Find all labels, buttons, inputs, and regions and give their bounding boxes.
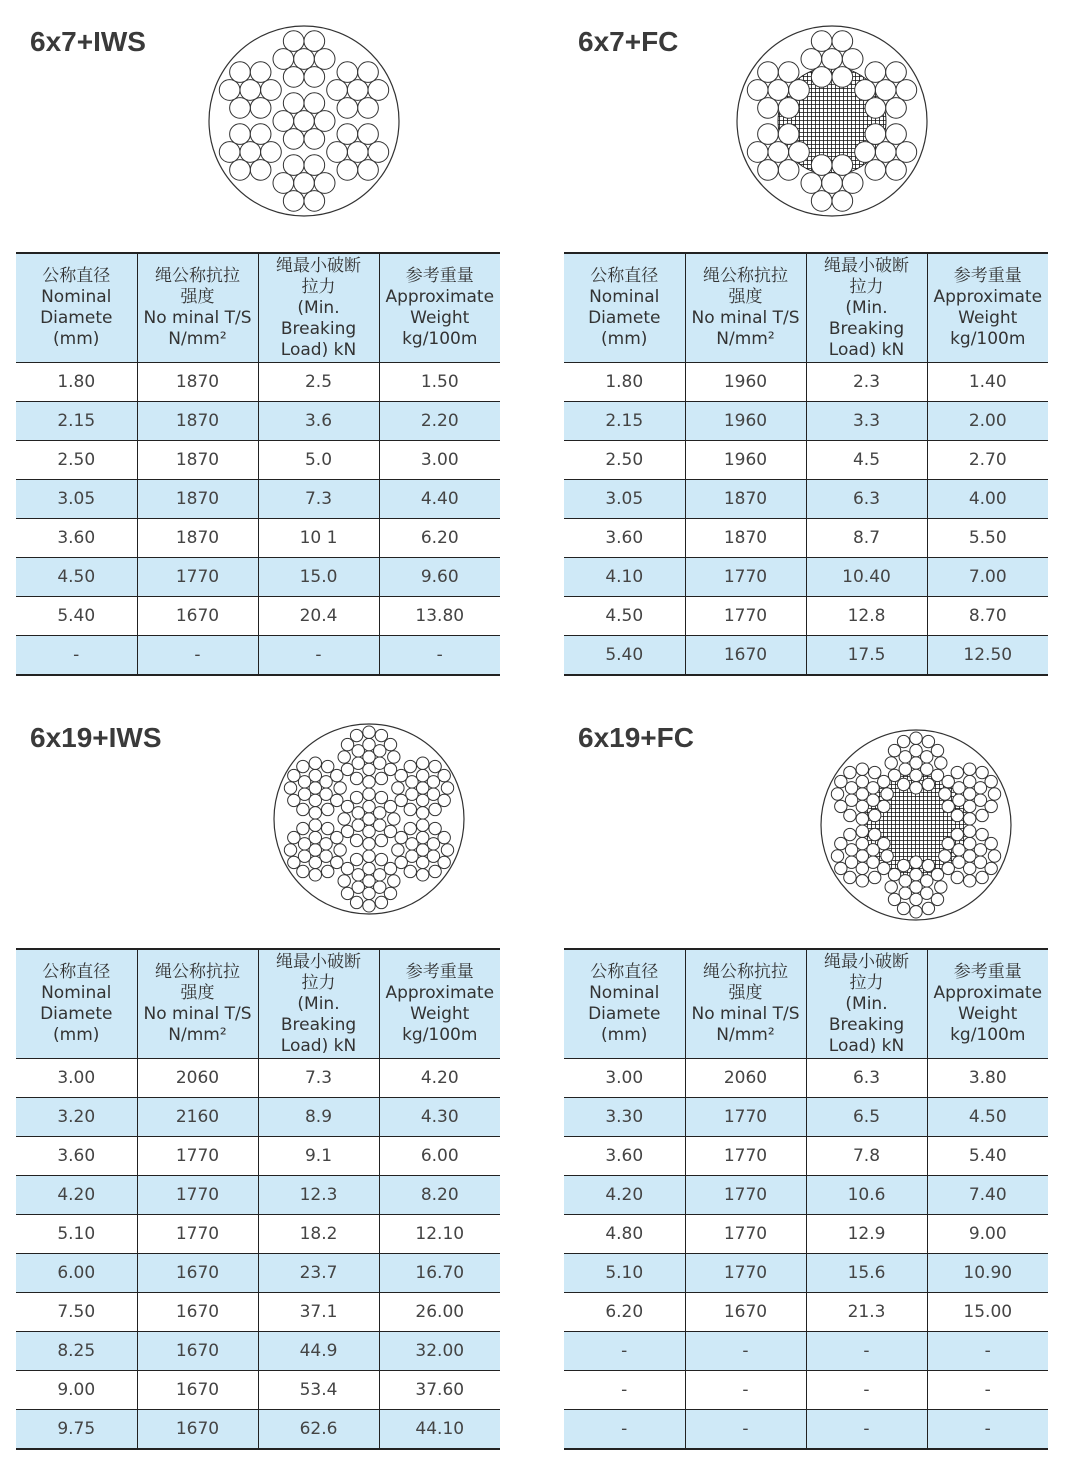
table-row bbox=[16, 1059, 500, 1098]
cell-nominal-diameter: 3.60 bbox=[564, 519, 685, 558]
cell-approx-weight: 2.20 bbox=[379, 402, 500, 441]
table-row bbox=[564, 1332, 1048, 1371]
table-row bbox=[564, 1059, 1048, 1098]
cell-approx-weight: 15.00 bbox=[927, 1293, 1048, 1332]
header-tensile-strength: 绳公称抗拉 强度 No minal T/S N/mm² bbox=[137, 253, 258, 363]
cell-breaking-load: 23.7 bbox=[258, 1254, 379, 1293]
cell-approx-weight: - bbox=[379, 636, 500, 676]
cell-approx-weight: 2.00 bbox=[927, 402, 1048, 441]
header-approx-weight: 参考重量 Approximate Weight kg/100m bbox=[379, 253, 500, 363]
cell-tensile-strength: 1770 bbox=[137, 1176, 258, 1215]
table-row bbox=[564, 519, 1048, 558]
cell-nominal-diameter: 5.40 bbox=[16, 597, 137, 636]
cell-tensile-strength: 1770 bbox=[685, 1215, 806, 1254]
cell-approx-weight: 7.40 bbox=[927, 1176, 1048, 1215]
section-title: 6x7+FC bbox=[578, 26, 679, 57]
cell-breaking-load: 2.3 bbox=[806, 363, 927, 402]
cell-breaking-load: 7.3 bbox=[258, 480, 379, 519]
rope-cross-section-6x19-fc bbox=[819, 728, 1013, 922]
spec-table-6x7-iws bbox=[16, 252, 500, 676]
cell-tensile-strength: - bbox=[685, 1371, 806, 1410]
cell-approx-weight: 44.10 bbox=[379, 1410, 500, 1450]
cell-breaking-load: 12.3 bbox=[258, 1176, 379, 1215]
table-row bbox=[16, 1098, 500, 1137]
cell-approx-weight: 32.00 bbox=[379, 1332, 500, 1371]
cell-approx-weight: 13.80 bbox=[379, 597, 500, 636]
table-row bbox=[564, 1410, 1048, 1450]
cell-breaking-load: 6.3 bbox=[806, 1059, 927, 1098]
cell-breaking-load: 3.6 bbox=[258, 402, 379, 441]
cell-nominal-diameter: 3.05 bbox=[16, 480, 137, 519]
panel-6x19-fc bbox=[564, 720, 1054, 1460]
cell-breaking-load: 17.5 bbox=[806, 636, 927, 676]
cell-approx-weight: - bbox=[927, 1410, 1048, 1450]
cell-breaking-load: 6.5 bbox=[806, 1098, 927, 1137]
cell-nominal-diameter: 4.80 bbox=[564, 1215, 685, 1254]
section-title: 6x7+IWS bbox=[30, 26, 146, 57]
cell-nominal-diameter: 5.10 bbox=[16, 1215, 137, 1254]
cell-nominal-diameter: 6.20 bbox=[564, 1293, 685, 1332]
cell-tensile-strength: - bbox=[685, 1332, 806, 1371]
cell-nominal-diameter: 3.00 bbox=[564, 1059, 685, 1098]
table-row bbox=[564, 636, 1048, 676]
cell-breaking-load: 10 1 bbox=[258, 519, 379, 558]
cell-tensile-strength: 2060 bbox=[685, 1059, 806, 1098]
cell-tensile-strength: 1670 bbox=[137, 1254, 258, 1293]
table-row bbox=[16, 1410, 500, 1450]
cell-tensile-strength: 1770 bbox=[137, 558, 258, 597]
table-row bbox=[564, 441, 1048, 480]
header-tensile-strength: 绳公称抗拉 强度 No minal T/S N/mm² bbox=[685, 253, 806, 363]
cell-nominal-diameter: 4.10 bbox=[564, 558, 685, 597]
cell-tensile-strength: 1770 bbox=[685, 597, 806, 636]
cell-approx-weight: 6.20 bbox=[379, 519, 500, 558]
table-row bbox=[564, 363, 1048, 402]
cell-approx-weight: 5.40 bbox=[927, 1137, 1048, 1176]
header-tensile-strength: 绳公称抗拉 强度 No minal T/S N/mm² bbox=[137, 949, 258, 1059]
cell-approx-weight: 7.00 bbox=[927, 558, 1048, 597]
table-row bbox=[16, 1293, 500, 1332]
table-row bbox=[16, 441, 500, 480]
cell-breaking-load: 9.1 bbox=[258, 1137, 379, 1176]
cell-breaking-load: - bbox=[806, 1410, 927, 1450]
cell-tensile-strength: 2160 bbox=[137, 1098, 258, 1137]
cell-approx-weight: 8.70 bbox=[927, 597, 1048, 636]
header-approx-weight: 参考重量 Approximate Weight kg/100m bbox=[927, 253, 1048, 363]
cell-breaking-load: 7.3 bbox=[258, 1059, 379, 1098]
cell-approx-weight: 9.60 bbox=[379, 558, 500, 597]
cell-nominal-diameter: - bbox=[564, 1332, 685, 1371]
cell-tensile-strength: 1870 bbox=[137, 480, 258, 519]
cell-tensile-strength: - bbox=[137, 636, 258, 676]
header-approx-weight: 参考重量 Approximate Weight kg/100m bbox=[379, 949, 500, 1059]
section-title: 6x19+FC bbox=[578, 722, 694, 753]
panel-6x7-iws bbox=[16, 24, 506, 684]
table-row bbox=[564, 1098, 1048, 1137]
rope-cross-section-6x7-fc bbox=[735, 24, 929, 218]
cell-breaking-load: 8.7 bbox=[806, 519, 927, 558]
table-row bbox=[564, 480, 1048, 519]
cell-nominal-diameter: 3.30 bbox=[564, 1098, 685, 1137]
cell-breaking-load: 44.9 bbox=[258, 1332, 379, 1371]
cell-tensile-strength: 1870 bbox=[137, 363, 258, 402]
cell-tensile-strength: 1870 bbox=[137, 519, 258, 558]
cell-approx-weight: 26.00 bbox=[379, 1293, 500, 1332]
table-row bbox=[564, 1254, 1048, 1293]
cell-nominal-diameter: 1.80 bbox=[564, 363, 685, 402]
cell-nominal-diameter: 4.50 bbox=[16, 558, 137, 597]
header-approx-weight: 参考重量 Approximate Weight kg/100m bbox=[927, 949, 1048, 1059]
cell-tensile-strength: 1870 bbox=[685, 519, 806, 558]
cell-breaking-load: 2.5 bbox=[258, 363, 379, 402]
cell-nominal-diameter: 2.50 bbox=[564, 441, 685, 480]
cell-nominal-diameter: 9.75 bbox=[16, 1410, 137, 1450]
cell-tensile-strength: 1770 bbox=[137, 1137, 258, 1176]
cell-approx-weight: 9.00 bbox=[927, 1215, 1048, 1254]
table-row bbox=[16, 1176, 500, 1215]
cell-tensile-strength: 1960 bbox=[685, 363, 806, 402]
header-nominal-diameter: 公称直径 Nominal Diamete (mm) bbox=[16, 253, 137, 363]
header-nominal-diameter: 公称直径 Nominal Diamete (mm) bbox=[564, 949, 685, 1059]
cell-nominal-diameter: 1.80 bbox=[16, 363, 137, 402]
cell-breaking-load: 10.40 bbox=[806, 558, 927, 597]
cell-breaking-load: 15.0 bbox=[258, 558, 379, 597]
header-tensile-strength: 绳公称抗拉 强度 No minal T/S N/mm² bbox=[685, 949, 806, 1059]
rope-cross-section-6x7-iws bbox=[207, 24, 401, 218]
cell-approx-weight: 4.00 bbox=[927, 480, 1048, 519]
cell-approx-weight: 12.50 bbox=[927, 636, 1048, 676]
cell-nominal-diameter: 4.50 bbox=[564, 597, 685, 636]
cell-breaking-load: 10.6 bbox=[806, 1176, 927, 1215]
table-row bbox=[16, 1137, 500, 1176]
cell-breaking-load: - bbox=[258, 636, 379, 676]
cell-tensile-strength: 1670 bbox=[137, 1332, 258, 1371]
table-row bbox=[16, 1215, 500, 1254]
table-row bbox=[564, 597, 1048, 636]
cell-tensile-strength: 1770 bbox=[685, 1254, 806, 1293]
cell-nominal-diameter: - bbox=[564, 1410, 685, 1450]
cell-tensile-strength: 2060 bbox=[137, 1059, 258, 1098]
cell-breaking-load: - bbox=[806, 1371, 927, 1410]
cell-nominal-diameter: 2.50 bbox=[16, 441, 137, 480]
cell-breaking-load: 4.5 bbox=[806, 441, 927, 480]
cell-tensile-strength: 1770 bbox=[685, 1098, 806, 1137]
cell-approx-weight: 1.50 bbox=[379, 363, 500, 402]
cell-nominal-diameter: 3.60 bbox=[564, 1137, 685, 1176]
table-row bbox=[16, 402, 500, 441]
cell-breaking-load: 15.6 bbox=[806, 1254, 927, 1293]
cell-tensile-strength: 1670 bbox=[137, 1371, 258, 1410]
cell-breaking-load: 62.6 bbox=[258, 1410, 379, 1450]
cell-approx-weight: 3.00 bbox=[379, 441, 500, 480]
cell-tensile-strength: 1870 bbox=[685, 480, 806, 519]
panel-6x7-fc bbox=[564, 24, 1054, 684]
cell-tensile-strength: 1870 bbox=[137, 441, 258, 480]
cell-approx-weight: 10.90 bbox=[927, 1254, 1048, 1293]
cell-nominal-diameter: 4.20 bbox=[564, 1176, 685, 1215]
cell-nominal-diameter: - bbox=[564, 1371, 685, 1410]
cell-approx-weight: 16.70 bbox=[379, 1254, 500, 1293]
table-row bbox=[16, 1254, 500, 1293]
cell-nominal-diameter: 3.00 bbox=[16, 1059, 137, 1098]
cell-breaking-load: 12.9 bbox=[806, 1215, 927, 1254]
cell-breaking-load: 7.8 bbox=[806, 1137, 927, 1176]
header-breaking-load: 绳最小破断 拉力 (Min. Breaking Load) kN bbox=[258, 949, 379, 1059]
cell-nominal-diameter: 3.60 bbox=[16, 1137, 137, 1176]
cell-tensile-strength: 1670 bbox=[685, 636, 806, 676]
cell-approx-weight: 3.80 bbox=[927, 1059, 1048, 1098]
header-nominal-diameter: 公称直径 Nominal Diamete (mm) bbox=[16, 949, 137, 1059]
cell-breaking-load: 53.4 bbox=[258, 1371, 379, 1410]
spec-table-6x19-iws bbox=[16, 948, 500, 1450]
cell-approx-weight: 4.20 bbox=[379, 1059, 500, 1098]
header-breaking-load: 绳最小破断 拉力 (Min. Breaking Load) kN bbox=[806, 949, 927, 1059]
table-row bbox=[564, 558, 1048, 597]
cell-tensile-strength: 1770 bbox=[685, 1137, 806, 1176]
table-row bbox=[16, 519, 500, 558]
cell-tensile-strength: 1870 bbox=[137, 402, 258, 441]
cell-nominal-diameter: 4.20 bbox=[16, 1176, 137, 1215]
table-row bbox=[16, 363, 500, 402]
section-title: 6x19+IWS bbox=[30, 722, 162, 753]
cell-nominal-diameter: 3.05 bbox=[564, 480, 685, 519]
cell-tensile-strength: 1770 bbox=[137, 1215, 258, 1254]
cell-approx-weight: - bbox=[927, 1332, 1048, 1371]
cell-approx-weight: 12.10 bbox=[379, 1215, 500, 1254]
cell-approx-weight: 6.00 bbox=[379, 1137, 500, 1176]
cell-approx-weight: 37.60 bbox=[379, 1371, 500, 1410]
cell-breaking-load: 5.0 bbox=[258, 441, 379, 480]
cell-breaking-load: 8.9 bbox=[258, 1098, 379, 1137]
cell-breaking-load: 20.4 bbox=[258, 597, 379, 636]
panel-6x19-iws bbox=[16, 720, 506, 1460]
cell-breaking-load: 12.8 bbox=[806, 597, 927, 636]
cell-breaking-load: 3.3 bbox=[806, 402, 927, 441]
cell-nominal-diameter: - bbox=[16, 636, 137, 676]
table-row bbox=[16, 636, 500, 676]
table-row bbox=[16, 480, 500, 519]
cell-breaking-load: - bbox=[806, 1332, 927, 1371]
cell-tensile-strength: 1960 bbox=[685, 402, 806, 441]
cell-approx-weight: 4.40 bbox=[379, 480, 500, 519]
table-row bbox=[16, 558, 500, 597]
header-nominal-diameter: 公称直径 Nominal Diamete (mm) bbox=[564, 253, 685, 363]
table-row bbox=[564, 1137, 1048, 1176]
cell-breaking-load: 21.3 bbox=[806, 1293, 927, 1332]
cell-nominal-diameter: 5.40 bbox=[564, 636, 685, 676]
table-row bbox=[16, 597, 500, 636]
rope-cross-section-6x19-iws bbox=[272, 722, 466, 916]
cell-breaking-load: 18.2 bbox=[258, 1215, 379, 1254]
cell-nominal-diameter: 5.10 bbox=[564, 1254, 685, 1293]
cell-tensile-strength: 1670 bbox=[137, 1293, 258, 1332]
cell-tensile-strength: - bbox=[685, 1410, 806, 1450]
cell-nominal-diameter: 6.00 bbox=[16, 1254, 137, 1293]
table-row bbox=[564, 1293, 1048, 1332]
cell-nominal-diameter: 2.15 bbox=[16, 402, 137, 441]
cell-approx-weight: 1.40 bbox=[927, 363, 1048, 402]
cell-approx-weight: 8.20 bbox=[379, 1176, 500, 1215]
cell-approx-weight: 2.70 bbox=[927, 441, 1048, 480]
cell-approx-weight: 5.50 bbox=[927, 519, 1048, 558]
cell-tensile-strength: 1960 bbox=[685, 441, 806, 480]
spec-table-6x19-fc bbox=[564, 948, 1048, 1450]
table-row bbox=[564, 402, 1048, 441]
table-row bbox=[16, 1371, 500, 1410]
header-breaking-load: 绳最小破断 拉力 (Min. Breaking Load) kN bbox=[806, 253, 927, 363]
cell-tensile-strength: 1770 bbox=[685, 558, 806, 597]
cell-nominal-diameter: 9.00 bbox=[16, 1371, 137, 1410]
header-breaking-load: 绳最小破断 拉力 (Min. Breaking Load) kN bbox=[258, 253, 379, 363]
cell-nominal-diameter: 3.20 bbox=[16, 1098, 137, 1137]
cell-tensile-strength: 1670 bbox=[137, 597, 258, 636]
cell-approx-weight: 4.30 bbox=[379, 1098, 500, 1137]
cell-breaking-load: 37.1 bbox=[258, 1293, 379, 1332]
cell-nominal-diameter: 3.60 bbox=[16, 519, 137, 558]
cell-tensile-strength: 1670 bbox=[685, 1293, 806, 1332]
spec-table-6x7-fc bbox=[564, 252, 1048, 676]
cell-breaking-load: 6.3 bbox=[806, 480, 927, 519]
table-row bbox=[564, 1371, 1048, 1410]
table-row bbox=[564, 1215, 1048, 1254]
cell-approx-weight: 4.50 bbox=[927, 1098, 1048, 1137]
cell-tensile-strength: 1770 bbox=[685, 1176, 806, 1215]
cell-approx-weight: - bbox=[927, 1371, 1048, 1410]
cell-nominal-diameter: 7.50 bbox=[16, 1293, 137, 1332]
table-row bbox=[16, 1332, 500, 1371]
cell-nominal-diameter: 2.15 bbox=[564, 402, 685, 441]
cell-nominal-diameter: 8.25 bbox=[16, 1332, 137, 1371]
cell-tensile-strength: 1670 bbox=[137, 1410, 258, 1450]
table-row bbox=[564, 1176, 1048, 1215]
